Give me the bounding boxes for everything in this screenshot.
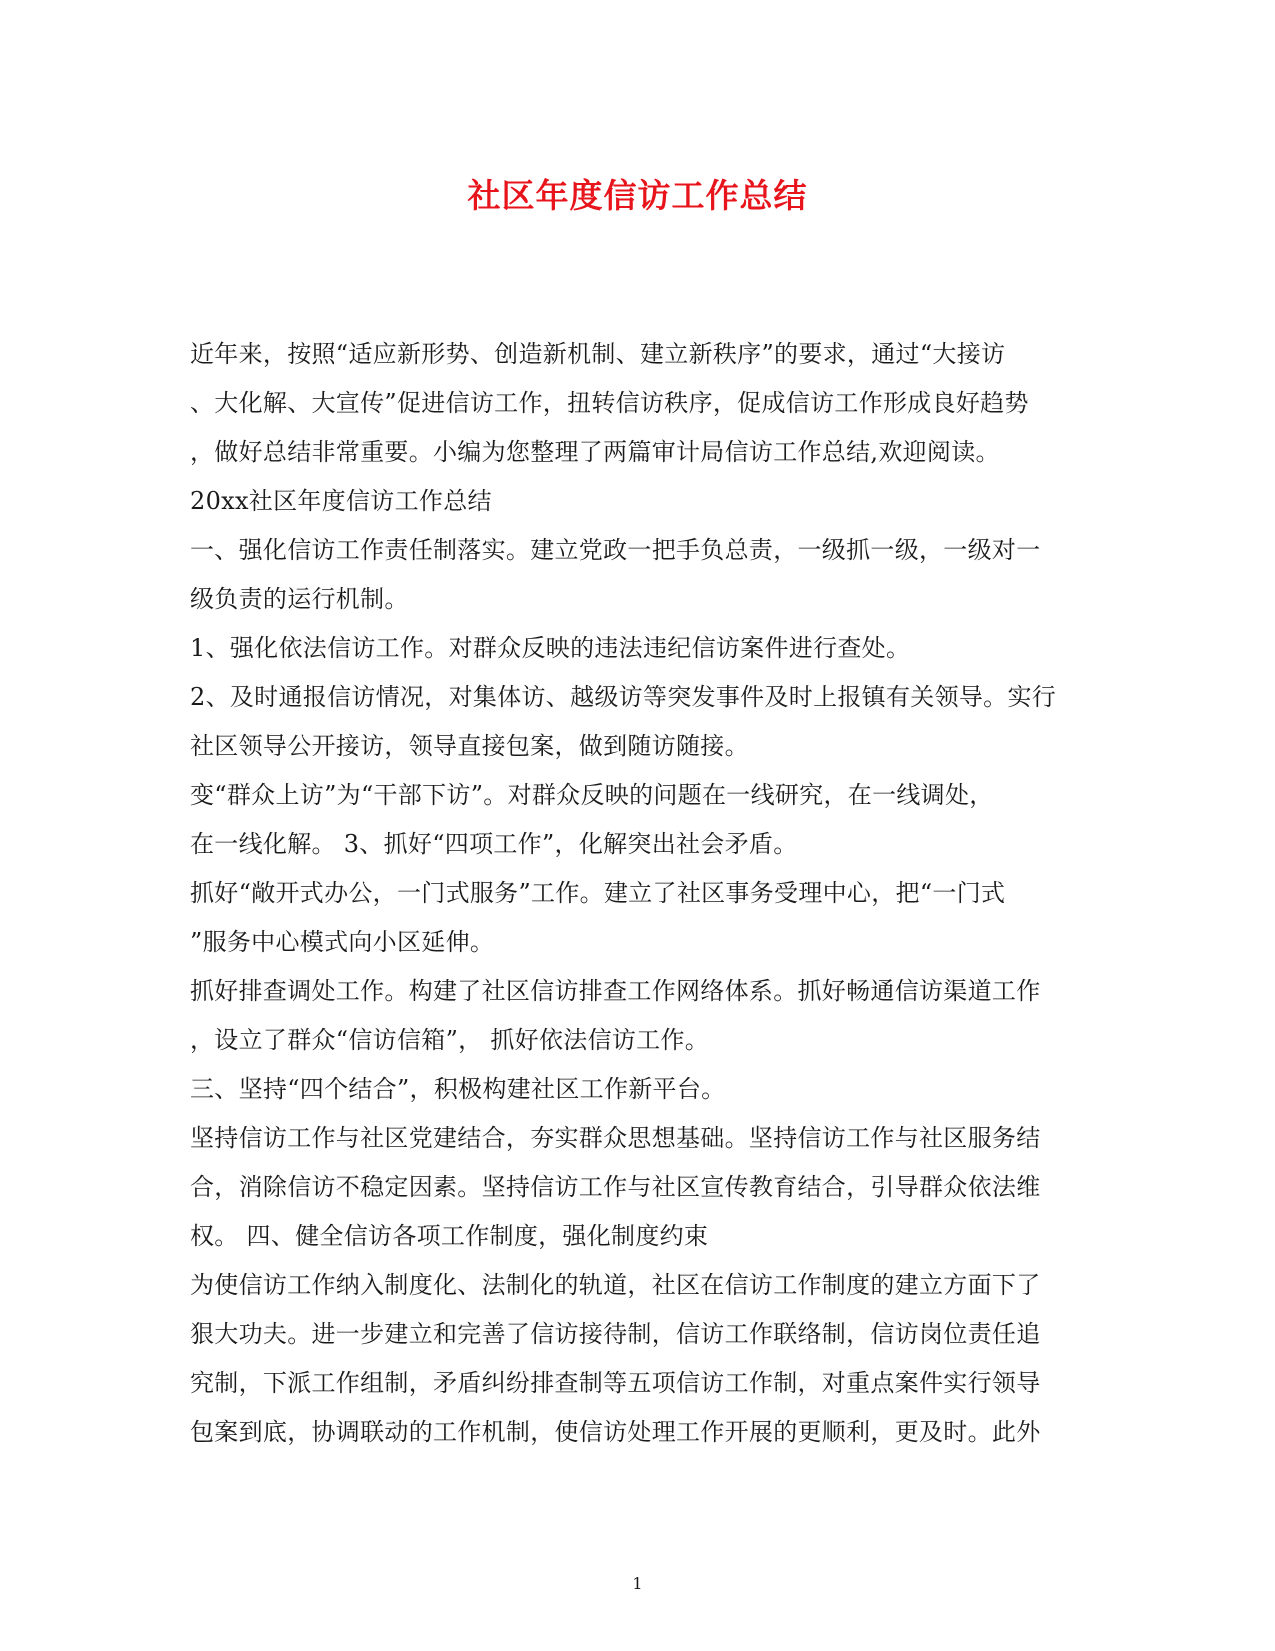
- body-line: ，做好总结非常重要。小编为您整理了两篇审计局信访工作总结,欢迎阅读。: [190, 438, 1000, 466]
- body-line: 变“群众上访”为“干部下访”。对群众反映的问题在一线研究，在一线调处，: [190, 781, 994, 809]
- body-line: 近年来，按照“适应新形势、创造新机制、建立新秩序”的要求，通过“大接访: [190, 340, 1006, 368]
- body-line: 20xx社区年度信访工作总结: [190, 487, 492, 515]
- body-line: 究制，下派工作组制，矛盾纠纷排查制等五项信访工作制，对重点案件实行领导: [190, 1369, 1041, 1397]
- document-body: [190, 330, 1090, 1457]
- body-line: 社区领导公开接访，领导直接包案，做到随访随接。: [190, 732, 749, 760]
- body-line: 抓好排查调处工作。构建了社区信访排查工作网络体系。抓好畅通信访渠道工作: [190, 977, 1041, 1005]
- body-line: 为使信访工作纳入制度化、法制化的轨道，社区在信访工作制度的建立方面下了: [190, 1271, 1041, 1299]
- body-line: 包案到底，协调联动的工作机制，使信访处理工作开展的更顺利，更及时。此外: [190, 1418, 1041, 1446]
- body-line: 一、强化信访工作责任制落实。建立党政一把手负总责，一级抓一级，一级对一: [190, 536, 1041, 564]
- body-line: ，设立了群众“信访信箱”， 抓好依法信访工作。: [190, 1026, 710, 1054]
- body-line: 2、及时通报信访情况，对集体访、越级访等突发事件及时上报镇有关领导。实行: [190, 683, 1057, 711]
- body-line: ”服务中心模式向小区延伸。: [190, 928, 495, 956]
- body-line: 级负责的运行机制。: [190, 585, 409, 613]
- page-number: 1: [632, 1574, 643, 1593]
- body-line: 合，消除信访不稳定因素。坚持信访工作与社区宣传教育结合，引导群众依法维: [190, 1173, 1041, 1201]
- body-line: 三、坚持“四个结合”，积极构建社区工作新平台。: [190, 1075, 726, 1103]
- body-line: 、大化解、大宣传”促进信访工作，扭转信访秩序，促成信访工作形成良好趋势: [190, 389, 1029, 417]
- document-title: 社区年度信访工作总结: [467, 176, 808, 215]
- body-line: 在一线化解。 3、抓好“四项工作”，化解突出社会矛盾。: [190, 830, 798, 858]
- body-line: 1、强化依法信访工作。对群众反映的违法违纪信访案件进行查处。: [190, 634, 911, 662]
- body-line: 权。 四、健全信访各项工作制度，强化制度约束: [190, 1222, 709, 1250]
- body-line: 坚持信访工作与社区党建结合，夯实群众思想基础。坚持信访工作与社区服务结: [190, 1124, 1041, 1152]
- body-line: 抓好“敞开式办公，一门式服务”工作。建立了社区事务受理中心，把“一门式: [190, 879, 1006, 907]
- body-line: 狠大功夫。进一步建立和完善了信访接待制，信访工作联络制，信访岗位责任追: [190, 1320, 1041, 1348]
